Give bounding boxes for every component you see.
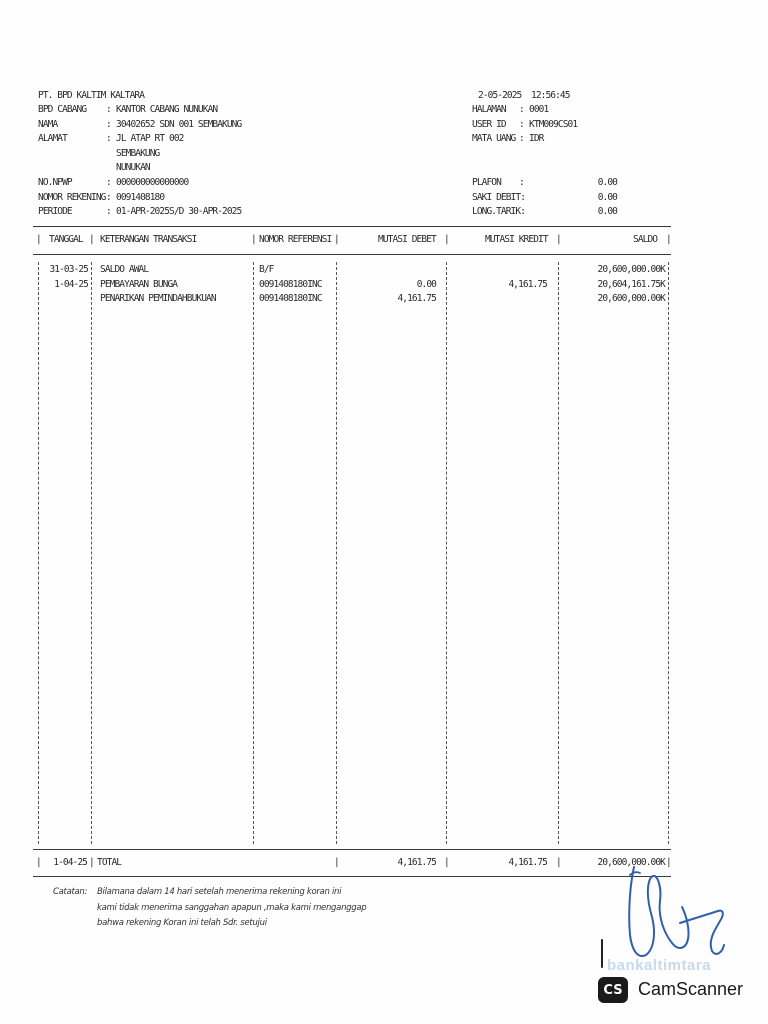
table-top-rule xyxy=(33,226,671,227)
page-sep: : xyxy=(519,104,524,115)
total-debit: 4,161.75 xyxy=(397,857,436,868)
total-pipe: | xyxy=(334,857,339,868)
signature-stroke xyxy=(629,867,688,956)
row-reference: 0091408180INC xyxy=(259,279,322,290)
note-label: Catatan: xyxy=(53,887,88,897)
name-sep: : xyxy=(106,119,111,130)
currency-sep: : xyxy=(519,133,524,144)
note-line: kami tidak menerima sanggahan apapun ,maka kami menganggap xyxy=(97,903,367,913)
long-tarik-label: LONG.TARIK: xyxy=(472,206,526,217)
column-divider xyxy=(558,262,559,844)
currency-label: MATA UANG xyxy=(472,133,516,144)
branch-sep: : xyxy=(106,104,111,115)
header-pipe: | xyxy=(334,234,339,245)
header-pipe: | xyxy=(89,234,94,245)
table-bottom-rule xyxy=(33,876,671,877)
user-id-value: KTM009CS01 xyxy=(529,119,578,130)
column-divider xyxy=(446,262,447,844)
period-label: PERIODE xyxy=(38,206,72,217)
total-pipe: | xyxy=(444,857,449,868)
address-line3: NUNUKAN xyxy=(116,162,150,173)
column-divider xyxy=(253,262,254,844)
plafon-value: 0.00 xyxy=(597,177,617,188)
address-label: ALAMAT xyxy=(38,133,67,144)
total-balance: 20,600,000.00K xyxy=(597,857,665,868)
row-balance: 20,600,000.00K xyxy=(597,293,665,304)
saki-debit-label: SAKI DEBIT: xyxy=(472,192,526,203)
row-reference: 0091408180INC xyxy=(259,293,322,304)
total-label: TOTAL xyxy=(97,857,122,868)
name-value: 30402652 SDN 001 SEMBAKUNG xyxy=(116,119,242,130)
col-header-debet: MUTASI DEBET xyxy=(378,234,436,245)
signature-mark xyxy=(590,855,740,970)
column-divider xyxy=(668,262,669,844)
column-divider xyxy=(336,262,337,844)
camscanner-label: CamScanner xyxy=(638,979,744,999)
header-pipe: | xyxy=(666,234,671,245)
camscanner-badge-text: CS xyxy=(603,982,623,998)
user-id-sep: : xyxy=(519,119,524,130)
name-label: NAMA xyxy=(38,119,58,130)
account-number-label: NOMOR REKENING xyxy=(38,192,106,203)
row-description: PEMBAYARAN BUNGA xyxy=(100,279,178,290)
saki-debit-value: 0.00 xyxy=(597,192,617,203)
address-line1: JL ATAP RT 002 xyxy=(116,133,184,144)
row-date: 31-03-25 xyxy=(49,264,88,275)
npwp-value: 000000000000000 xyxy=(116,177,189,188)
row-balance: 20,604,161.75K xyxy=(597,279,665,290)
col-header-keterangan: KETERANGAN TRANSAKSI xyxy=(100,234,197,245)
header-pipe: | xyxy=(444,234,449,245)
print-datetime: 2-05-2025 12:56:45 xyxy=(478,90,570,101)
row-debit: 0.00 xyxy=(416,279,436,290)
total-pipe: | xyxy=(36,857,41,868)
total-pipe: | xyxy=(556,857,561,868)
row-description: PENARIKAN PEMINDAHBUKUAN xyxy=(100,293,216,304)
col-header-tanggal: TANGGAL xyxy=(49,234,83,245)
currency-value: IDR xyxy=(529,133,544,144)
page-value: 0001 xyxy=(529,104,549,115)
row-debit: 4,161.75 xyxy=(397,293,436,304)
note-line: Bilamana dalam 14 hari setelah menerima rekening koran ini xyxy=(97,887,342,897)
camscanner-logo-icon xyxy=(598,977,628,1003)
column-divider xyxy=(38,262,39,844)
account-number-value: 0091408180 xyxy=(116,192,165,203)
table-body-bottom-rule xyxy=(33,849,671,850)
total-pipe: | xyxy=(89,857,94,868)
address-line2: SEMBAKUNG xyxy=(116,148,160,159)
col-header-nomor: NOMOR REFERENSI xyxy=(259,234,332,245)
total-pipe: | xyxy=(666,857,671,868)
branch-value: KANTOR CABANG NUNUKAN xyxy=(116,104,218,115)
header-pipe: | xyxy=(556,234,561,245)
user-id-label: USER ID xyxy=(472,119,506,130)
npwp-sep: : xyxy=(106,177,111,188)
account-number-sep: : xyxy=(106,192,111,203)
col-header-kredit: MUTASI KREDIT xyxy=(485,234,548,245)
signature-stroke xyxy=(630,872,640,875)
branch-label: BPD CABANG xyxy=(38,104,87,115)
period-sep: : xyxy=(106,206,111,217)
plafon-sep: : xyxy=(519,177,524,188)
bank-name: PT. BPD KALTIM KALTARA xyxy=(38,90,145,101)
bank-watermark: bankaltimtara xyxy=(607,957,712,974)
period-value: 01-APR-2025S/D 30-APR-2025 xyxy=(116,206,242,217)
table-header-rule xyxy=(33,254,671,255)
plafon-label: PLAFON xyxy=(472,177,501,188)
row-date: 1-04-25 xyxy=(54,279,88,290)
total-date: 1-04-25 xyxy=(53,857,87,868)
column-divider xyxy=(91,262,92,844)
col-header-saldo: SALDO xyxy=(633,234,658,245)
header-pipe: | xyxy=(251,234,256,245)
row-reference: B/F xyxy=(259,264,274,275)
total-credit: 4,161.75 xyxy=(508,857,547,868)
row-description: SALDO AWAL xyxy=(100,264,149,275)
long-tarik-value: 0.00 xyxy=(597,206,617,217)
page-label: HALAMAN xyxy=(472,104,506,115)
address-sep: : xyxy=(106,133,111,144)
row-balance: 20,600,000.00K xyxy=(597,264,665,275)
note-line: bahwa rekening Koran ini telah Sdr. setujui xyxy=(97,918,267,928)
npwp-label: NO.NPWP xyxy=(38,177,72,188)
row-credit: 4,161.75 xyxy=(508,279,547,290)
header-pipe: | xyxy=(36,234,41,245)
